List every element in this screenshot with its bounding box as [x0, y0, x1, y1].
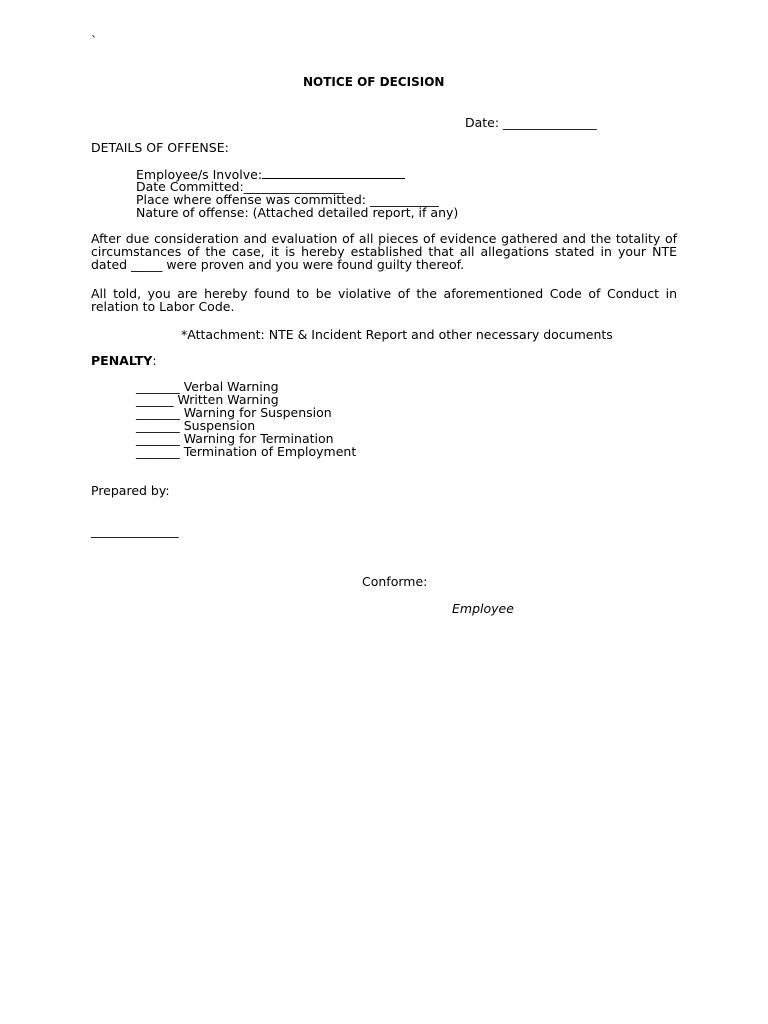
- prepared-by-label: Prepared by:: [91, 483, 170, 498]
- details-heading: DETAILS OF OFFENSE:: [91, 140, 229, 155]
- nature-field: Nature of offense: (Attached detailed report, if any): [136, 205, 459, 220]
- penalty-heading: [91, 354, 157, 367]
- decision-paragraph: After due consideration and evaluation of all pieces of evidence gathered and the totality of circumstances of the case, it is hereby established that all allegations stated in your NTE dated _____ were proven and you were found guilty thereof.: [91, 231, 677, 272]
- penalty-option-warning-termination: _______ Warning for Termination: [136, 431, 334, 446]
- violation-paragraph: All told, you are hereby found to be violative of the aforementioned Code of Conduct in relation to Labor Code.: [91, 286, 677, 314]
- attachment-note: *Attachment: NTE & Incident Report and other necessary documents: [181, 327, 613, 342]
- place-field: Place where offense was committed: ___________: [136, 192, 439, 207]
- conforme-label: Conforme:: [362, 574, 428, 589]
- employees-involved-label: Employee/s Involve:: [136, 167, 263, 182]
- prepared-by-signature-line: ______________: [91, 523, 179, 538]
- stray-mark: `: [91, 33, 98, 48]
- document-title: NOTICE OF DECISION: [303, 75, 445, 89]
- penalty-colon: :: [152, 353, 157, 368]
- date-field: Date: _______________: [465, 115, 597, 130]
- employees-involved-blank: [262, 167, 405, 179]
- penalty-label: PENALTY: [91, 353, 153, 368]
- penalty-option-warning-suspension: _______ Warning for Suspension: [136, 405, 332, 420]
- penalty-option-suspension: _______ Suspension: [136, 418, 256, 433]
- penalty-option-termination: _______ Termination of Employment: [136, 444, 357, 459]
- date-committed-field: Date Committed:________________: [136, 179, 344, 194]
- penalty-option-written-warning: ______ Written Warning: [136, 392, 279, 407]
- employee-label: Employee: [452, 601, 514, 616]
- penalty-option-verbal-warning: _______ Verbal Warning: [136, 379, 279, 394]
